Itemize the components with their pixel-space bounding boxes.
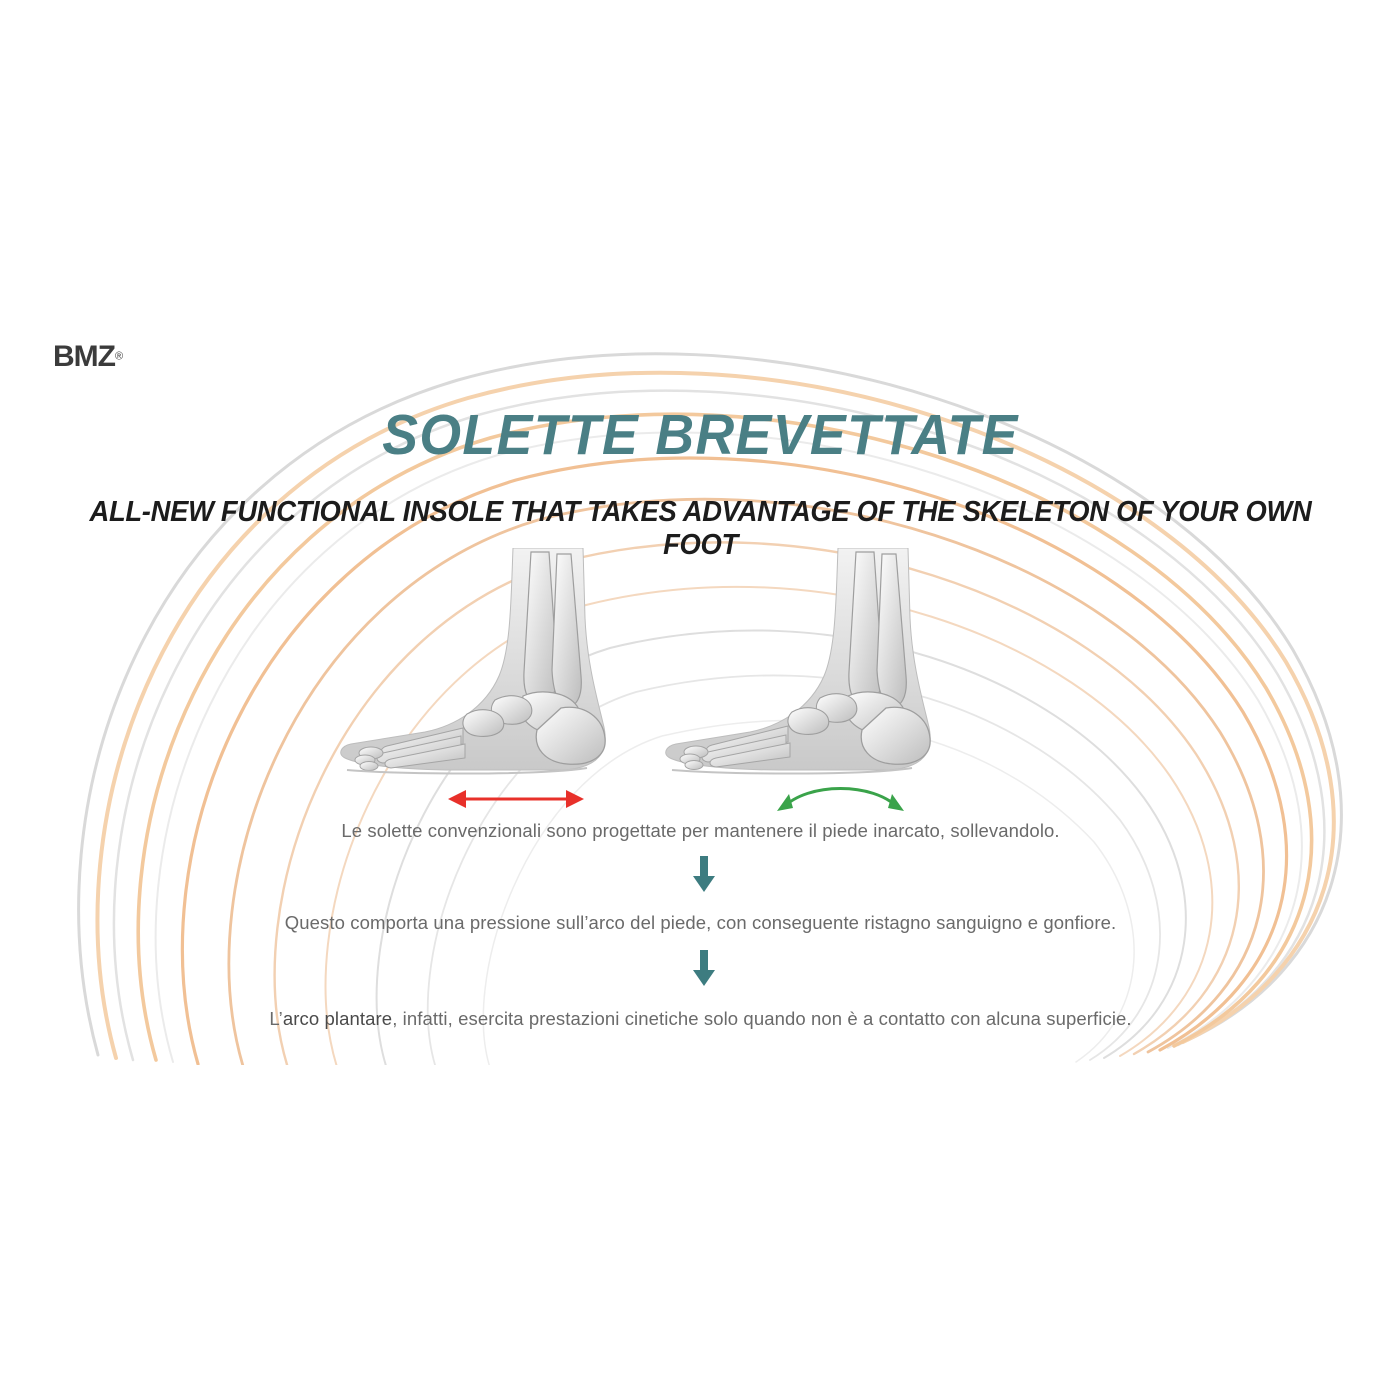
red-double-arrow-icon bbox=[446, 786, 586, 812]
body-text-line-3-highlight: arco plantare bbox=[282, 1008, 393, 1029]
brand-logo bbox=[53, 342, 193, 382]
brand-logo-text: BMZ bbox=[53, 340, 115, 373]
body-text-line-2: Questo comporta una pressione sull’arco del piede, con conseguente ristagno sanguigno e gonfiore. bbox=[284, 912, 1117, 933]
body-text-line-3 bbox=[38, 1008, 1363, 1030]
page-subtitle: ALL-NEW FUNCTIONAL INSOLE THAT TAKES ADVANTAGE OF THE SKELETON OF YOUR OWN FOOT bbox=[89, 496, 1312, 561]
body-text-line-3-post: , infatti, esercita prestazioni cinetiche solo quando non è a contatto con alcuna superficie. bbox=[392, 1008, 1132, 1029]
body-text-line-1: Le solette convenzionali sono progettate per mantenere il piede inarcato, sollevandolo. bbox=[341, 820, 1060, 841]
down-arrow-icon-1 bbox=[693, 856, 715, 892]
foot-image-right bbox=[660, 548, 990, 798]
down-arrow-icon-2 bbox=[693, 950, 715, 986]
green-curved-arrow-icon bbox=[773, 780, 908, 814]
foot-image-left bbox=[335, 548, 665, 798]
foot-illustrations bbox=[38, 548, 1363, 808]
page-title: SOLETTE BREVETTATE bbox=[382, 403, 1019, 467]
foot-skeleton-conventional-icon bbox=[335, 548, 665, 798]
slide-content-area bbox=[38, 320, 1363, 1065]
foot-skeleton-bmz-icon bbox=[660, 548, 990, 798]
registered-trademark-icon: ® bbox=[114, 350, 124, 363]
body-text-line-3-pre: L’ bbox=[269, 1008, 283, 1029]
